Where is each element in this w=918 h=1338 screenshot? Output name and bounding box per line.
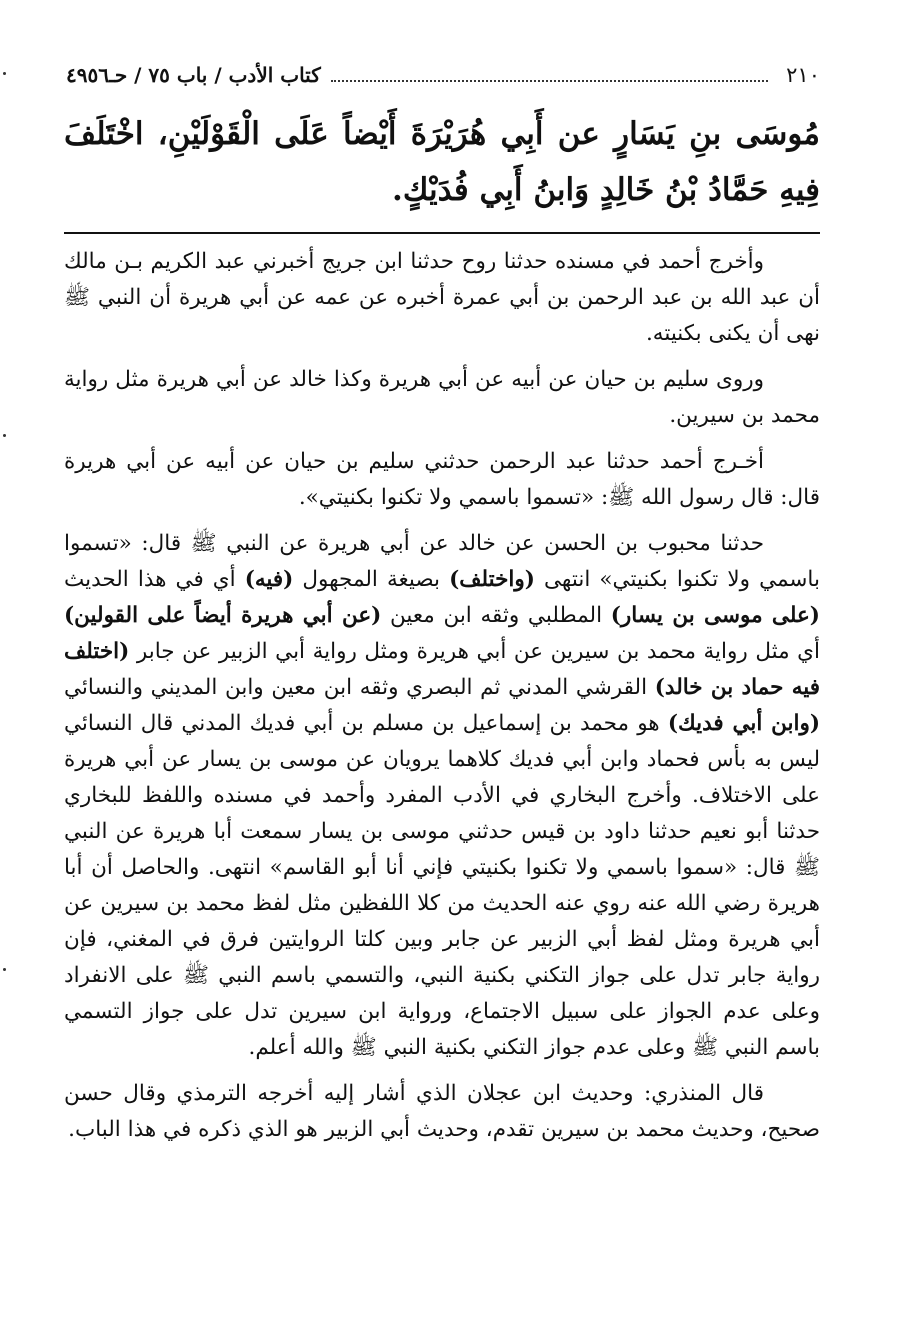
hadith-main-text: مُوسَى بنِ يَسَارٍ عن أَبِي هُرَيْرَةَ أَيْضاً عَلَى الْقَوْلَيْنِ، اخْتَلَفَ فِيهِ حَمَّادُ بْنُ خَالِدٍ وَابنُ أَبِي فُدَيْكٍ. — [64, 116, 820, 208]
running-header — [66, 58, 820, 92]
footnote-separator — [64, 232, 820, 234]
commentary-bold-term: (وابن أبي فديك) — [667, 711, 820, 736]
scan-margin-mark — [3, 72, 6, 75]
commentary-text: القرشي المدني ثم البصري وثقه ابن معين وابن المديني والنسائي — [64, 675, 648, 700]
scan-margin-mark — [3, 968, 6, 971]
commentary-text: المطلبي وثقه ابن معين — [390, 603, 603, 628]
commentary-text: حدثنا محبوب بن الحسن عن خالد عن أبي هريرة عن النبي ﷺ قال: «تسموا باسمي ولا تكنوا بكنيتي» انتهى — [64, 531, 820, 592]
commentary-text: أي مثل رواية محمد بن سيرين عن أبي هريرة ومثل رواية أبي الزبير عن جابر — [136, 639, 820, 664]
running-title: كتاب الأدب / باب ٧٥ / حـ٤٩٥٦ — [66, 63, 321, 87]
commentary-section — [64, 244, 820, 1158]
commentary-text: أي في هذا الحديث — [64, 567, 236, 592]
header-dot-leader — [331, 68, 768, 82]
commentary-paragraph-4 — [64, 526, 820, 1066]
commentary-paragraph-3: أخـرج أحمد حدثنا عبد الرحمن حدثني سليم بن حيان عن أبيه عن أبي هريرة قال: قال رسول الله ﷺ: «تسموا باسمي ولا تكنوا بكنيتي». — [64, 449, 820, 510]
commentary-paragraph-1: وأخرج أحمد في مسنده حدثنا روح حدثنا ابن جريج أخبرني عبد الكريم بـن مالك أن عبد الله بن عبد الرحمن بن أبي عمرة أخبره عن عمه عن أبي هريرة أن النبي ﷺ نهى أن يكنى بكنيته. — [64, 249, 820, 346]
commentary-paragraph-5: قال المنذري: وحديث ابن عجلان الذي أشار إليه أخرجه الترمذي وقال حسن صحيح، وحديث محمد بن سيرين تقدم، وحديث أبي الزبير هو الذي ذكره في هذا الباب. — [64, 1081, 820, 1142]
commentary-bold-term: (واختلف) — [449, 567, 535, 592]
commentary-bold-term: (اختلف فيه حماد بن خالد) — [64, 639, 820, 700]
page-number: ٢١٠ — [786, 63, 820, 87]
scan-margin-mark — [3, 434, 6, 437]
commentary-bold-term: (فيه) — [244, 567, 294, 592]
commentary-paragraph-2: وروى سليم بن حيان عن أبيه عن أبي هريرة وكذا خالد عن أبي هريرة مثل رواية محمد بن سيرين. — [64, 367, 820, 428]
commentary-bold-term: (عن أبي هريرة أيضاً على القولين) — [64, 603, 382, 628]
commentary-text: بصيغة المجهول — [302, 567, 440, 592]
commentary-text: هو محمد بن إسماعيل بن مسلم بن أبي فديك المدني قال النسائي ليس به بأس فحماد وابن أبي فديك كلاهما يرويان عن موسى بن يسار عن أبي هريرة على الاختلاف. وأخرج البخاري في الأدب المفرد وأحمد في مسنده واللفظ للبخاري حدثنا أبو نعيم حدثنا داود بن قيس حدثني موسى بن يسار سمعت أبا هريرة عن النبي ﷺ قال: «سموا باسمي ولا تكنوا بكنيتي فإني أنا أبو القاسم» انتهى. والحاصل أن أبا هريرة رضي الله عنه روي عنه الحديث من كلا اللفظين مثل لفظ محمد بن سيرين عن أبي هريرة ومثل لفظ أبي الزبير عن جابر وبين كلتا الروايتين فرق في المغني، فإن رواية جابر تدل على جواز التكني بكنية النبي، والتسمي باسم النبي ﷺ على الانفراد وعلى عدم الجواز على سبيل الاجتماع، ورواية ابن سيرين تدل على جواز التسمي باسم النبي ﷺ وعلى عدم جواز التكني بكنية النبي ﷺ والله أعلم. — [64, 711, 820, 1060]
commentary-bold-term: (على موسى بن يسار) — [610, 603, 820, 628]
